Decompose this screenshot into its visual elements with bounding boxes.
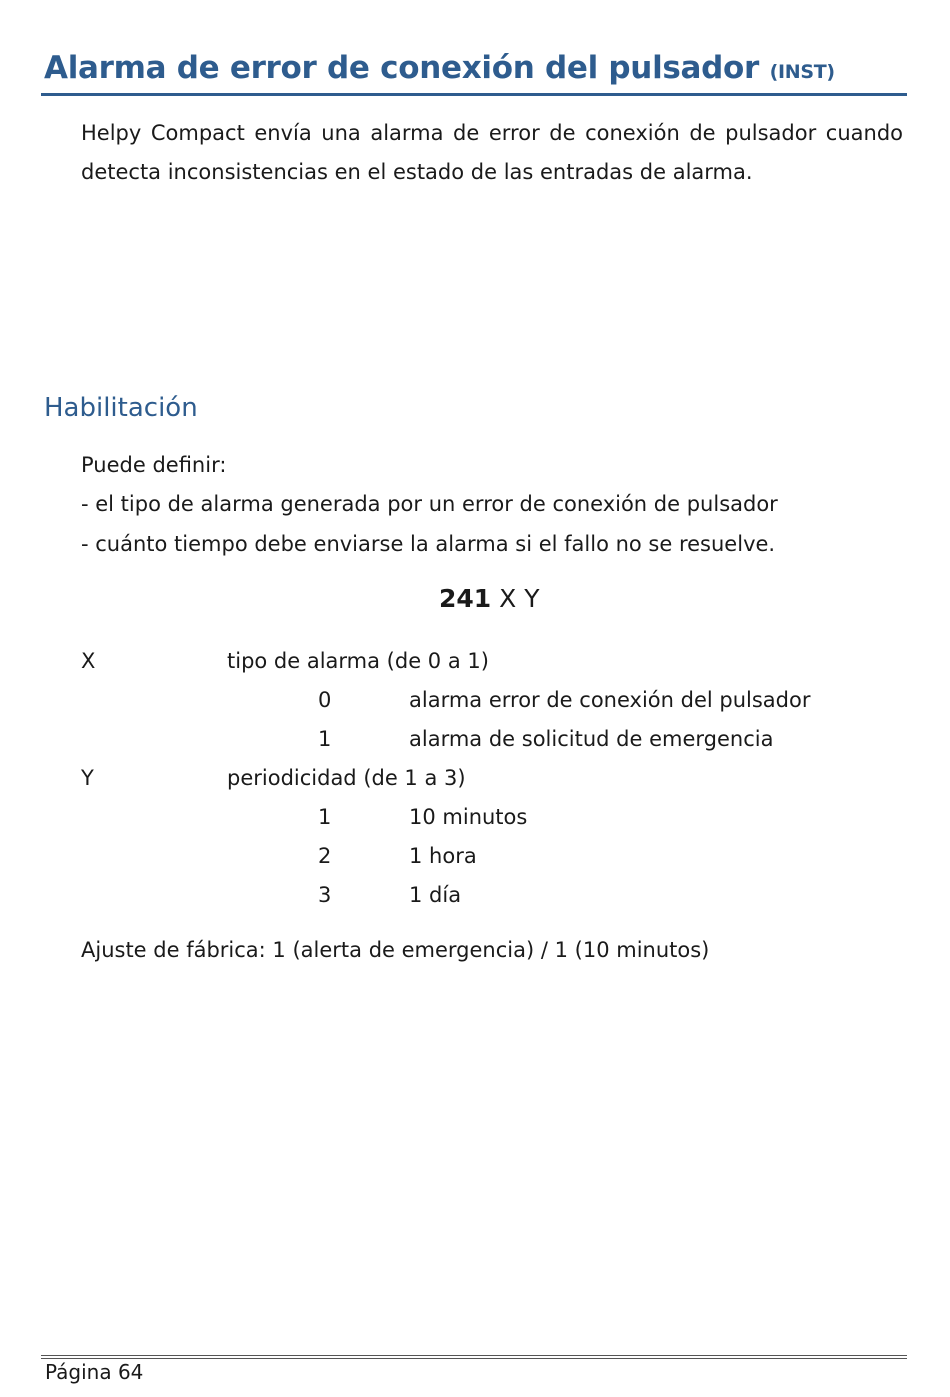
factory-setting: Ajuste de fábrica: 1 (alerta de emergencia) / 1 (10 minutos)	[81, 938, 710, 962]
code-params: X Y	[499, 584, 540, 613]
option-label: 1 día	[409, 883, 462, 907]
lead-text: Puede definir:	[81, 453, 227, 477]
option-label: 1 hora	[409, 844, 477, 868]
option-value: 1	[318, 727, 332, 751]
option-value: 1	[318, 805, 332, 829]
page-number: Página 64	[45, 1360, 144, 1384]
option-label: alarma error de conexión del pulsador	[409, 688, 811, 712]
option-value: 3	[318, 883, 332, 907]
bullet-item: - el tipo de alarma generada por un error de conexión de pulsador	[81, 492, 778, 516]
param-key: X	[81, 649, 96, 673]
title-rule	[41, 93, 907, 96]
option-label: alarma de solicitud de emergencia	[409, 727, 774, 751]
code-number: 241	[439, 584, 492, 613]
title-text: Alarma de error de conexión del pulsador	[44, 50, 760, 86]
param-desc: tipo de alarma (de 0 a 1)	[227, 649, 489, 673]
param-desc: periodicidad (de 1 a 3)	[227, 766, 466, 790]
option-value: 2	[318, 844, 332, 868]
footer-rule	[41, 1355, 907, 1356]
option-label: 10 minutos	[409, 805, 528, 829]
title-tag: (INST)	[769, 61, 835, 83]
option-value: 0	[318, 688, 332, 712]
config-code	[439, 584, 540, 613]
footer-rule	[41, 1358, 907, 1359]
bullet-item: - cuánto tiempo debe enviarse la alarma si el fallo no se resuelve.	[81, 532, 776, 556]
section-title: Habilitación	[44, 393, 198, 423]
param-key: Y	[81, 766, 94, 790]
intro-paragraph: Helpy Compact envía una alarma de error de conexión de pulsador cuando detecta inconsistencias en el estado de las entradas de alarma.	[81, 121, 903, 184]
page-title	[44, 50, 835, 86]
